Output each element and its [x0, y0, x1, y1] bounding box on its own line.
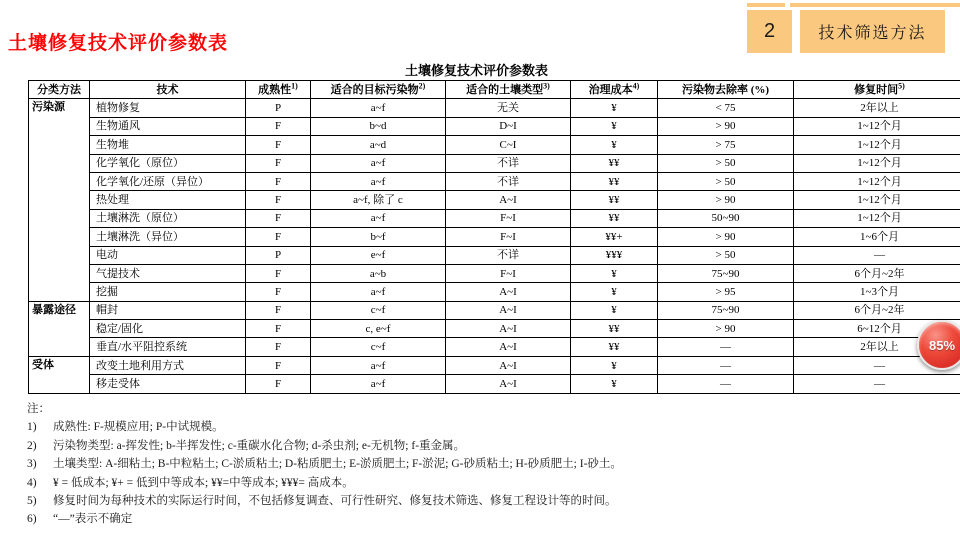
value-cell: A~I	[446, 283, 571, 301]
value-cell: 无关	[446, 99, 571, 117]
value-cell: C~I	[446, 136, 571, 154]
page-number-badge	[747, 10, 792, 53]
value-cell: a~f	[311, 375, 446, 393]
value-cell: ¥	[571, 283, 658, 301]
value-cell: 不详	[446, 154, 571, 172]
progress-badge[interactable]	[917, 320, 960, 370]
value-cell: a~f	[311, 172, 446, 190]
value-cell: F	[246, 209, 311, 227]
notes-heading: 注：	[27, 403, 50, 415]
table-row	[29, 228, 960, 246]
value-cell: b~f	[311, 228, 446, 246]
value-cell: ¥¥	[571, 191, 658, 209]
column-header: 分类方法	[29, 81, 90, 99]
value-cell: D~I	[446, 117, 571, 135]
value-cell: —	[794, 375, 960, 393]
value-cell: ¥¥	[571, 209, 658, 227]
value-cell: ¥¥	[571, 338, 658, 356]
value-cell: 不详	[446, 246, 571, 264]
table-row	[29, 154, 960, 172]
tech-cell: 电动	[90, 246, 246, 264]
table-row	[29, 99, 960, 117]
value-cell: < 75	[658, 99, 794, 117]
column-header: 污染物去除率 (%)	[658, 81, 794, 99]
value-cell: F~I	[446, 209, 571, 227]
value-cell: a~f	[311, 209, 446, 227]
table-row	[29, 356, 960, 374]
evaluation-table	[28, 80, 960, 394]
tech-cell: 热处理	[90, 191, 246, 209]
value-cell: 1~12个月	[794, 117, 960, 135]
value-cell: ¥¥	[571, 154, 658, 172]
table-row	[29, 172, 960, 190]
table-row	[29, 191, 960, 209]
table-row	[29, 136, 960, 154]
value-cell: > 75	[658, 136, 794, 154]
value-cell: ¥¥¥	[571, 246, 658, 264]
value-cell: 1~6个月	[794, 228, 960, 246]
value-cell: F~I	[446, 264, 571, 282]
value-cell: F	[246, 228, 311, 246]
table-row	[29, 117, 960, 135]
note-text: 污染物类型: a-挥发性; b-半挥发性; c-重碳水化合物; d-杀虫剂; e-无机物; f-重金属。	[53, 439, 466, 452]
notes-section	[27, 400, 942, 529]
progress-badge-label: 85%	[928, 337, 956, 353]
note-number: 6)	[27, 513, 37, 526]
value-cell: a~f	[311, 154, 446, 172]
value-cell: ¥	[571, 301, 658, 319]
value-cell: F	[246, 154, 311, 172]
value-cell: F	[246, 338, 311, 356]
value-cell: P	[246, 246, 311, 264]
tech-cell: 移走受体	[90, 375, 246, 393]
value-cell: A~I	[446, 301, 571, 319]
value-cell: c~f	[311, 301, 446, 319]
note-line	[27, 492, 942, 510]
table-header-row	[29, 81, 960, 99]
table-row	[29, 264, 960, 282]
note-text: ¥ = 低成本; ¥+ = 低到中等成本; ¥¥=中等成本; ¥¥¥= 高成本。	[53, 476, 354, 489]
value-cell: 1~12个月	[794, 191, 960, 209]
value-cell: c~f	[311, 338, 446, 356]
value-cell: F	[246, 283, 311, 301]
value-cell: 6~12个月	[794, 320, 960, 338]
value-cell: a~d	[311, 136, 446, 154]
value-cell: ¥	[571, 356, 658, 374]
value-cell: F	[246, 320, 311, 338]
table-row	[29, 246, 960, 264]
value-cell: —	[658, 338, 794, 356]
value-cell: 2年以上	[794, 338, 960, 356]
note-line	[27, 437, 942, 455]
tech-cell: 稳定/固化	[90, 320, 246, 338]
column-header: 治理成本$^{4)}$	[571, 81, 658, 99]
tech-cell: 植物修复	[90, 99, 246, 117]
value-cell: e~f	[311, 246, 446, 264]
value-cell: > 95	[658, 283, 794, 301]
value-cell: > 50	[658, 246, 794, 264]
table-title: 土壤修复技术评价参数表	[404, 63, 548, 78]
tech-cell: 气提技术	[90, 264, 246, 282]
page-number: 2	[763, 20, 776, 42]
value-cell: 6个月~2年	[794, 301, 960, 319]
value-cell: > 50	[658, 172, 794, 190]
value-cell: ¥¥	[571, 172, 658, 190]
top-accent-strip	[790, 3, 960, 7]
value-cell: —	[794, 246, 960, 264]
value-cell: 6个月~2年	[794, 264, 960, 282]
tech-cell: 化学氧化/还原（异位）	[90, 172, 246, 190]
tech-cell: 化学氧化（原位）	[90, 154, 246, 172]
group-label-cell: 暴露途径	[29, 301, 90, 356]
top-accent-strip	[747, 3, 785, 7]
column-header: 适合的土壤类型$^{3)}$	[446, 81, 571, 99]
value-cell: F	[246, 117, 311, 135]
value-cell: ¥	[571, 99, 658, 117]
note-text: “—”表示不确定	[53, 513, 133, 526]
value-cell: ¥	[571, 264, 658, 282]
value-cell: 1~12个月	[794, 209, 960, 227]
value-cell: ¥	[571, 117, 658, 135]
tech-cell: 生物通风	[90, 117, 246, 135]
note-line	[27, 474, 942, 492]
note-number: 4)	[27, 476, 37, 489]
value-cell: c, e~f	[311, 320, 446, 338]
column-header: 修复时间$^{5)}$	[794, 81, 960, 99]
column-header: 技术	[90, 81, 246, 99]
value-cell: > 50	[658, 154, 794, 172]
tech-cell: 挖掘	[90, 283, 246, 301]
value-cell: a~f	[311, 99, 446, 117]
value-cell: F~I	[446, 228, 571, 246]
group-label-cell: 污染源	[29, 99, 90, 301]
value-cell: F	[246, 375, 311, 393]
column-header: 适合的目标污染物$^{2)}$	[311, 81, 446, 99]
value-cell: 50~90	[658, 209, 794, 227]
slide-title: 土壤修复技术评价参数表	[8, 33, 229, 54]
value-cell: > 90	[658, 228, 794, 246]
value-cell: ¥	[571, 136, 658, 154]
value-cell: > 90	[658, 320, 794, 338]
value-cell: a~f, 除了 c	[311, 191, 446, 209]
table-row	[29, 209, 960, 227]
tech-cell: 改变土地利用方式	[90, 356, 246, 374]
tech-cell: 生物堆	[90, 136, 246, 154]
note-number: 3)	[27, 458, 37, 471]
value-cell: 1~12个月	[794, 154, 960, 172]
table-row	[29, 301, 960, 319]
value-cell: 1~12个月	[794, 136, 960, 154]
value-cell: 1~12个月	[794, 172, 960, 190]
value-cell: A~I	[446, 191, 571, 209]
note-number: 5)	[27, 495, 37, 508]
value-cell: 1~3个月	[794, 283, 960, 301]
value-cell: a~f	[311, 283, 446, 301]
value-cell: F	[246, 136, 311, 154]
table-row	[29, 375, 960, 393]
note-line	[27, 455, 942, 473]
note-number: 1)	[27, 421, 37, 434]
value-cell: F	[246, 172, 311, 190]
value-cell: —	[658, 375, 794, 393]
note-line	[27, 418, 942, 436]
table-row	[29, 338, 960, 356]
note-line	[27, 510, 942, 528]
value-cell: F	[246, 301, 311, 319]
value-cell: F	[246, 264, 311, 282]
value-cell: > 90	[658, 191, 794, 209]
value-cell: b~d	[311, 117, 446, 135]
tech-cell: 垂直/水平阻控系统	[90, 338, 246, 356]
column-header: 成熟性$^{1)}$	[246, 81, 311, 99]
note-text: 修复时间为每种技术的实际运行时间，不包括修复调查、可行性研究、修复技术筛选、修复工程设计等的时间。	[53, 495, 617, 508]
section-title-label: 技术筛选方法	[818, 25, 927, 42]
value-cell: a~b	[311, 264, 446, 282]
note-text: 成熟性: F-规模应用; P-中试规模。	[53, 421, 224, 434]
tech-cell: 帽封	[90, 301, 246, 319]
group-label-cell: 受体	[29, 356, 90, 393]
value-cell: 75~90	[658, 301, 794, 319]
value-cell: A~I	[446, 356, 571, 374]
value-cell: A~I	[446, 338, 571, 356]
value-cell: A~I	[446, 320, 571, 338]
value-cell: ¥¥+	[571, 228, 658, 246]
table-body	[29, 99, 960, 393]
value-cell: 2年以上	[794, 99, 960, 117]
value-cell: a~f	[311, 356, 446, 374]
value-cell: —	[658, 356, 794, 374]
section-title-tab	[800, 10, 945, 53]
value-cell: P	[246, 99, 311, 117]
table-row	[29, 320, 960, 338]
value-cell: F	[246, 191, 311, 209]
value-cell: 75~90	[658, 264, 794, 282]
value-cell: ¥¥	[571, 320, 658, 338]
value-cell: —	[794, 356, 960, 374]
tech-cell: 土壤淋洗（异位）	[90, 228, 246, 246]
notes-list	[27, 418, 942, 528]
value-cell: F	[246, 356, 311, 374]
value-cell: 不详	[446, 172, 571, 190]
value-cell: ¥	[571, 375, 658, 393]
note-number: 2)	[27, 439, 37, 452]
table-row	[29, 283, 960, 301]
note-text: 土壤类型: A-细粘土; B-中粒粘土; C-淤质粘土; D-粘质肥土; E-淤质肥土; F-淤泥; G-砂质粘土; H-砂质肥土; I-砂土。	[53, 458, 622, 471]
value-cell: A~I	[446, 375, 571, 393]
value-cell: > 90	[658, 117, 794, 135]
tech-cell: 土壤淋洗（原位）	[90, 209, 246, 227]
